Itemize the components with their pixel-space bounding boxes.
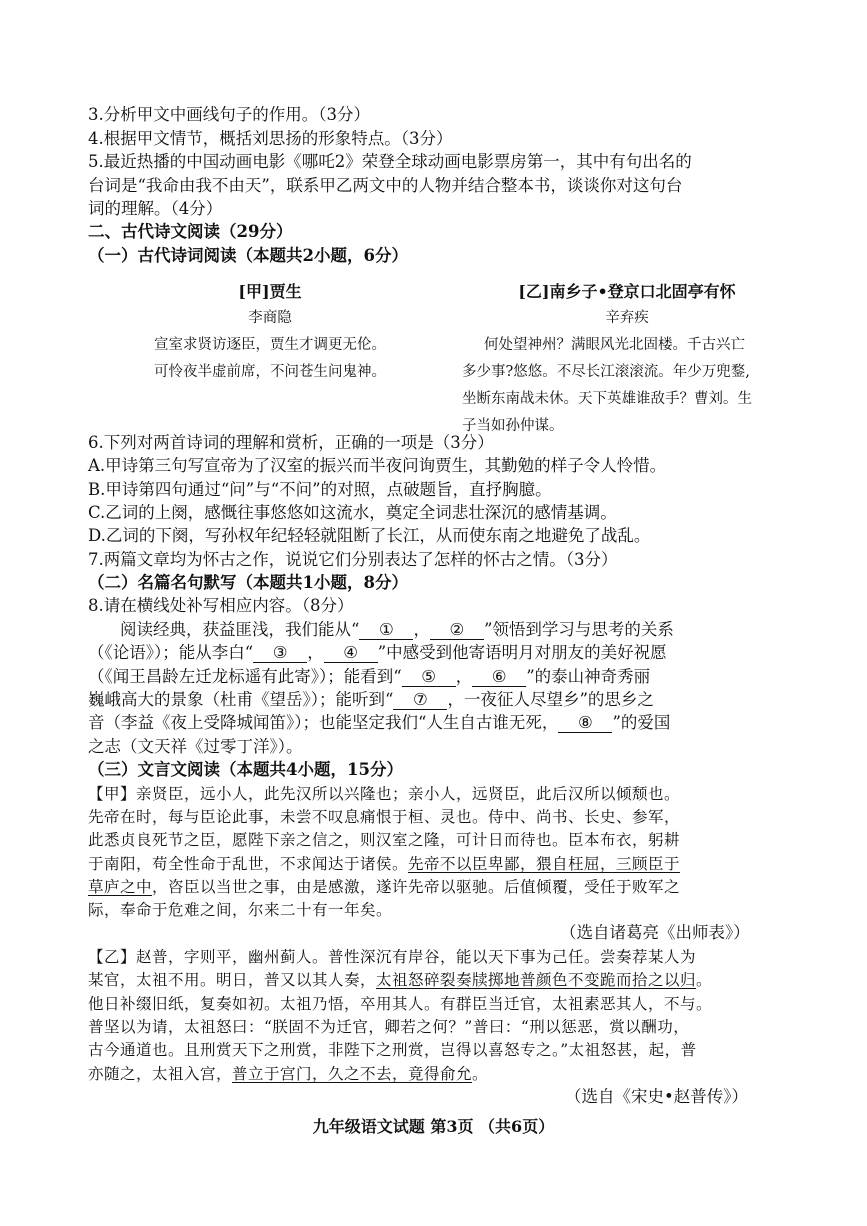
text-a-line-2: 先帝在时，每与臣论此事，未尝不叹息痛恨于桓、灵也。侍中、尚书、长史、参军，	[88, 808, 681, 826]
poem-a-line: 可怜夜半虚前席，不问苍生问鬼神。	[154, 364, 386, 380]
question-7: 7.两篇文章均为怀古之作，说说它们分别表达了怎样的怀古之情。（3分）	[88, 550, 618, 569]
poem-a-line: 宣室求贤访逐臣，贾生才调更无伦。	[154, 337, 386, 353]
poem-b-line: 何处望神州？满眼风光北固楼。千古兴亡	[484, 337, 745, 353]
fill-blank-5[interactable]: ⑤	[402, 668, 456, 687]
poem-b-title: [乙]南乡子•登京口北固亭有怀	[518, 282, 736, 301]
question-8-line-6: 之志（文天祥《过零丁洋》）。	[88, 737, 303, 756]
subsection-3-heading: （三）文言文阅读（本题共4小题，15分）	[88, 760, 403, 779]
question-8-line-1: 阅读经典，获益匪浅，我们能从“ ① ， ② ”领悟到学习与思考的关系	[120, 620, 674, 639]
question-6-stem: 6.下列对两首诗词的理解和赏析，正确的一项是（3分）	[88, 433, 494, 452]
text-b-line-4: 普坚以为请，太祖怒曰：“朕固不为迁官，卿若之何？”普曰：“刑以惩恶，赏以酬功，	[88, 1018, 690, 1036]
text-b-line-2: 某官，太祖不用。明日，普又以其人奏，太祖怒碎裂奏牍掷地普颜色不变跪而拾之以归。	[88, 971, 713, 989]
poem-b-author: 辛弃疾	[605, 310, 649, 326]
poem-a-author: 李商隐	[248, 310, 292, 326]
poem-b-line: 子当如孙仲谋。	[462, 418, 564, 434]
underlined-sentence-b-end: 普立于宫门，久之不去，竟得俞允	[232, 1065, 473, 1083]
section-2-heading: 二、古代诗文阅读（29分）	[88, 222, 293, 241]
question-8-line-4: 巍峨高大的景象（杜甫《望岳》）；能听到“ ⑦ ，一夜征人尽望乡”的思乡之	[88, 690, 654, 709]
poem-b-line: 多少事?悠悠。不尽长江滚滚流。年少万兜鍪,	[462, 364, 750, 380]
poem-b	[462, 278, 792, 440]
subsection-2-heading: （二）名篇名句默写（本题共1小题，8分）	[88, 573, 408, 592]
question-6-option-b: B.甲诗第四句通过“问”与“不问”的对照，点破题旨，直抒胸臆。	[88, 480, 552, 499]
question-5-line-1: 5.最近热播的中国动画电影《哪吒2》荣登全球动画电影票房第一，其中有句出名的	[88, 152, 692, 171]
poem-a	[120, 278, 420, 386]
question-5-line-2: 台词是“我命由我不由天”，联系甲乙两文中的人物并结合整本书，谈谈你对这句台	[88, 176, 683, 195]
question-8-line-5: 音（李益《夜上受降城闻笛》）；也能坚定我们“人生自古谁无死， ⑧ ”的爱国	[88, 713, 671, 732]
text-a-line-3: 此悉贞良死节之臣，愿陛下亲之信之，则汉室之隆，可计日而待也。臣本布衣，躬耕	[88, 831, 681, 849]
question-4: 4.根据甲文情节，概括刘思扬的形象特点。（3分）	[88, 129, 453, 148]
poem-a-title: [甲]贾生	[238, 282, 302, 301]
underlined-sentence-b: 太祖怒碎裂奏牍掷地普颜色不变跪而拾之以归	[376, 971, 697, 989]
question-6-option-d: D.乙词的下阕，写孙权年纪轻轻就阻断了长江，从而使东南之地避免了战乱。	[88, 526, 651, 545]
text-b-line-1: 【乙】赵普，字则平，幽州蓟人。普性深沉有岸谷，能以天下事为己任。尝奏荐某人为	[88, 948, 697, 966]
fill-blank-3[interactable]: ③	[253, 644, 307, 663]
question-8-stem: 8.请在横线处补写相应内容。（8分）	[88, 596, 354, 615]
text-a-source: （选自诸葛亮《出师表》）	[560, 923, 750, 942]
text-a-line-4: 于南阳，苟全性命于乱世，不求闻达于诸侯。先帝不以臣卑鄙，猥自枉屈，三顾臣于	[88, 855, 681, 873]
text-b-line-3: 他日补缀旧纸，复奏如初。太祖乃悟，卒用其人。有群臣当迁官，太祖素恶其人，不与。	[88, 995, 713, 1013]
text-b-line-5: 古今通道也。且刑赏天下之刑赏，非陛下之刑赏，岂得以喜怒专之。”太祖怒甚，起，普	[88, 1041, 697, 1059]
text-b-line-6: 亦随之，太祖入宫，普立于宫门，久之不去，竟得俞允。	[88, 1065, 489, 1083]
fill-blank-1[interactable]: ①	[359, 621, 413, 640]
subsection-1-heading: （一）古代诗词阅读（本题共2小题，6分）	[88, 246, 408, 265]
fill-blank-2[interactable]: ②	[430, 621, 484, 640]
text-a-line-5: 草庐之中，咨臣以当世之事，由是感激，遂许先帝以驱驰。后值倾覆，受任于败军之	[88, 878, 681, 896]
text-a-line-1: 【甲】亲贤臣，远小人，此先汉所以兴隆也；亲小人，远贤臣，此后汉所以倾颓也。	[88, 785, 681, 803]
fill-blank-7[interactable]: ⑦	[393, 691, 447, 710]
underlined-sentence-a: 先帝不以臣卑鄙，猥自枉屈，三顾臣于	[408, 855, 681, 873]
poem-b-line: 坐断东南战未休。天下英雄谁敌手？曹刘。生	[462, 391, 752, 407]
text-a-line-6: 际，奉命于危难之间，尔来二十有一年矣。	[88, 901, 393, 919]
question-8-line-2: （《论语》）；能从李白“ ③ ， ④ ”中感受到他寄语明月对朋友的美好祝愿	[88, 643, 667, 662]
fill-blank-8[interactable]: ⑧	[558, 714, 612, 733]
text-b-source: （选自《宋史•赵普传》）	[565, 1087, 748, 1106]
question-3: 3.分析甲文中画线句子的作用。（3分）	[88, 105, 370, 124]
underlined-sentence-a-end: 草庐之中	[88, 878, 153, 896]
question-5-line-3: 词的理解。（4分）	[88, 199, 223, 218]
page-footer: 九年级语文试题 第3页 （共6页）	[312, 1117, 555, 1136]
fill-blank-4[interactable]: ④	[324, 644, 378, 663]
fill-blank-6[interactable]: ⑥	[472, 668, 526, 687]
question-6-option-c: C.乙词的上阕，感慨往事悠悠如这流水，奠定全词悲壮深沉的感情基调。	[88, 503, 617, 522]
question-8-line-3: （《闻王昌龄左迁龙标遥有此寄》）；能看到“ ⑤ ， ⑥ ”的泰山神奇秀丽	[88, 667, 651, 686]
question-6-option-a: A.甲诗第三句写宣帝为了汉室的振兴而半夜问询贾生，其勤勉的样子令人怜惜。	[88, 456, 667, 475]
